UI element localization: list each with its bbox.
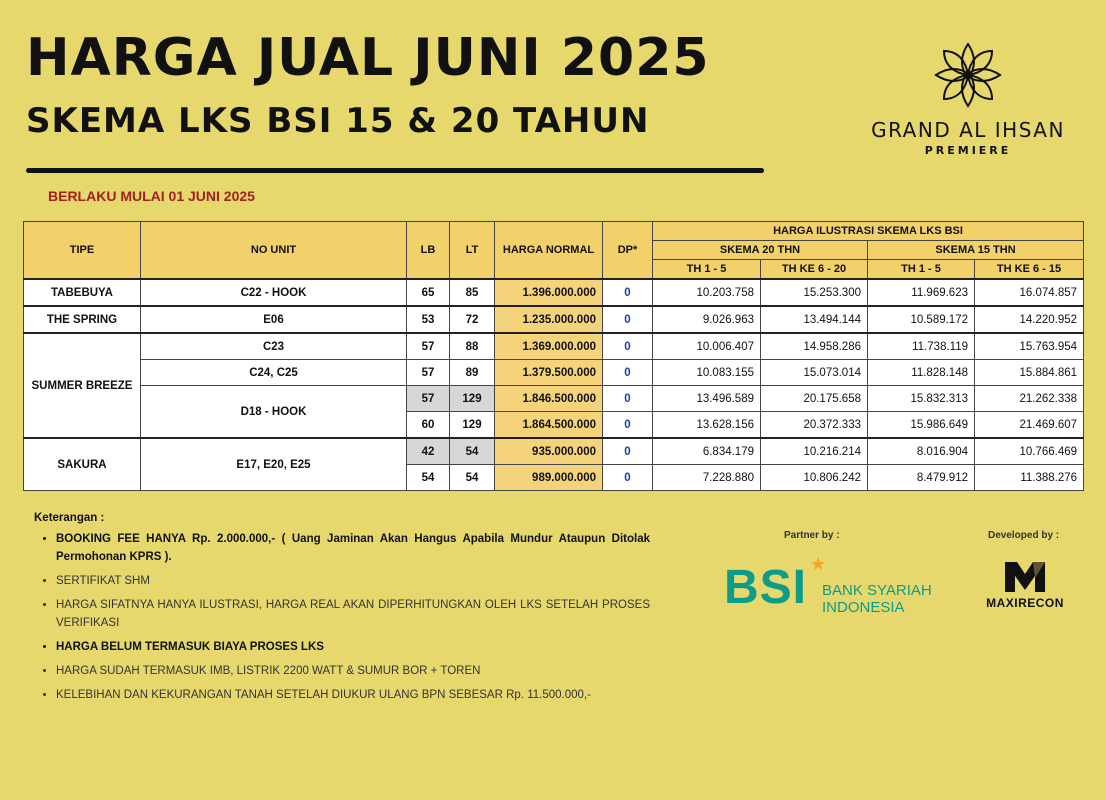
header-s20-th1-5: TH 1 - 5 — [653, 260, 761, 280]
cell-s15a: 10.589.172 — [868, 306, 975, 333]
note-item: • KELEBIHAN DAN KEKURANGAN TANAH SETELAH DIUKUR ULANG BPN SEBESAR Rp. 11.500.000,- — [56, 686, 650, 704]
header-lb: LB — [407, 222, 450, 280]
note-item: • BOOKING FEE HANYA Rp. 2.000.000,- ( Uang Jaminan Akan Hangus Apabila Mundur Ataupun Ditolak Permohonan KPRS ). — [56, 530, 650, 566]
cell-dp: 0 — [603, 333, 653, 360]
maxirecon-logo — [970, 560, 1080, 610]
cell-lt: 85 — [450, 279, 495, 306]
cell-lt: 88 — [450, 333, 495, 360]
cell-s15b: 15.763.954 — [975, 333, 1084, 360]
cell-harga: 1.396.000.000 — [495, 279, 603, 306]
cell-unit: C24, C25 — [141, 360, 407, 386]
cell-s20b: 10.806.242 — [761, 465, 868, 491]
header-tipe: TIPE — [24, 222, 141, 280]
cell-harga: 1.846.500.000 — [495, 386, 603, 412]
cell-lb: 65 — [407, 279, 450, 306]
cell-s15a: 15.832.313 — [868, 386, 975, 412]
table-row — [24, 333, 1084, 360]
cell-lt: 129 — [450, 386, 495, 412]
partner-label: Partner by : — [784, 530, 840, 541]
lotus-flower-icon — [930, 38, 1006, 112]
bsi-name-line2: INDONESIA — [822, 599, 905, 616]
cell-dp: 0 — [603, 360, 653, 386]
cell-s15b: 11.388.276 — [975, 465, 1084, 491]
cell-dp: 0 — [603, 306, 653, 333]
bsi-logo-text: BSI — [724, 561, 808, 614]
cell-unit: D18 - HOOK — [141, 386, 407, 439]
title-divider — [26, 168, 764, 173]
cell-s20b: 10.216.214 — [761, 438, 868, 465]
table-row — [24, 386, 1084, 412]
header-skema-15: SKEMA 15 THN — [868, 241, 1084, 260]
cell-lt: 54 — [450, 438, 495, 465]
table-row — [24, 306, 1084, 333]
brand-subname: PREMIERE — [924, 144, 1012, 157]
star-icon: ★ — [810, 554, 827, 575]
cell-s20a: 9.026.963 — [653, 306, 761, 333]
header-s15-th6-15: TH KE 6 - 15 — [975, 260, 1084, 280]
maxirecon-m-logo — [1003, 560, 1047, 594]
cell-s20b: 13.494.144 — [761, 306, 868, 333]
cell-harga: 1.235.000.000 — [495, 306, 603, 333]
cell-s20a: 7.228.880 — [653, 465, 761, 491]
bsi-name-line1: BANK SYARIAH — [822, 582, 932, 599]
cell-unit: E17, E20, E25 — [141, 438, 407, 491]
table-row — [24, 438, 1084, 465]
cell-s15b: 15.884.861 — [975, 360, 1084, 386]
cell-lt: 129 — [450, 412, 495, 439]
cell-s15b: 16.074.857 — [975, 279, 1084, 306]
cell-s15a: 8.479.912 — [868, 465, 975, 491]
brand-name: GRAND AL IHSAN — [871, 118, 1065, 142]
cell-s20a: 13.496.589 — [653, 386, 761, 412]
cell-s20b: 20.372.333 — [761, 412, 868, 439]
page-subtitle: SKEMA LKS BSI 15 & 20 TAHUN — [26, 101, 650, 141]
cell-s20a: 6.834.179 — [653, 438, 761, 465]
cell-harga: 1.369.000.000 — [495, 333, 603, 360]
note-item: • HARGA BELUM TERMASUK BIAYA PROSES LKS — [56, 638, 650, 656]
notes-list — [34, 530, 650, 704]
cell-s15a: 11.738.119 — [868, 333, 975, 360]
cell-s15b: 14.220.952 — [975, 306, 1084, 333]
cell-tipe: TABEBUYA — [24, 279, 141, 306]
cell-tipe: SAKURA — [24, 438, 141, 491]
cell-tipe: THE SPRING — [24, 306, 141, 333]
header-ilustrasi: HARGA ILUSTRASI SKEMA LKS BSI — [653, 222, 1084, 241]
table-row — [24, 360, 1084, 386]
cell-s20b: 15.073.014 — [761, 360, 868, 386]
note-item: • HARGA SUDAH TERMASUK IMB, LISTRIK 2200 WATT & SUMUR BOR + TOREN — [56, 662, 650, 680]
cell-s20b: 15.253.300 — [761, 279, 868, 306]
cell-s20b: 14.958.286 — [761, 333, 868, 360]
note-item: • HARGA SIFATNYA HANYA ILUSTRASI, HARGA REAL AKAN DIPERHITUNGKAN OLEH LKS SETELAH PROSES VERIFIKASI — [56, 596, 650, 632]
cell-lb: 57 — [407, 333, 450, 360]
price-table — [23, 221, 1084, 491]
cell-dp: 0 — [603, 386, 653, 412]
page-title: HARGA JUAL JUNI 2025 — [26, 28, 710, 88]
cell-lb: 42 — [407, 438, 450, 465]
header-harga-normal: HARGA NORMAL — [495, 222, 603, 280]
cell-dp: 0 — [603, 279, 653, 306]
header-lt: LT — [450, 222, 495, 280]
cell-s15b: 21.469.607 — [975, 412, 1084, 439]
cell-tipe: SUMMER BREEZE — [24, 333, 141, 438]
header-no-unit: NO UNIT — [141, 222, 407, 280]
effective-date: BERLAKU MULAI 01 JUNI 2025 — [48, 188, 255, 204]
cell-harga: 935.000.000 — [495, 438, 603, 465]
cell-lt: 54 — [450, 465, 495, 491]
cell-harga: 989.000.000 — [495, 465, 603, 491]
cell-s20b: 20.175.658 — [761, 386, 868, 412]
cell-s20a: 13.628.156 — [653, 412, 761, 439]
cell-s15b: 10.766.469 — [975, 438, 1084, 465]
notes-section — [34, 512, 650, 710]
cell-s15a: 15.986.649 — [868, 412, 975, 439]
cell-lb: 57 — [407, 386, 450, 412]
cell-lt: 72 — [450, 306, 495, 333]
cell-s15a: 8.016.904 — [868, 438, 975, 465]
cell-lb: 60 — [407, 412, 450, 439]
bsi-logo — [724, 556, 954, 620]
cell-s20a: 10.083.155 — [653, 360, 761, 386]
cell-s20a: 10.006.407 — [653, 333, 761, 360]
cell-lb: 57 — [407, 360, 450, 386]
header-s20-th6-20: TH KE 6 - 20 — [761, 260, 868, 280]
header-s15-th1-5: TH 1 - 5 — [868, 260, 975, 280]
developer-label: Developed by : — [988, 530, 1060, 541]
cell-s15a: 11.969.623 — [868, 279, 975, 306]
cell-dp: 0 — [603, 465, 653, 491]
brand-logo — [850, 38, 1086, 157]
note-item: • SERTIFIKAT SHM — [56, 572, 650, 590]
cell-harga: 1.864.500.000 — [495, 412, 603, 439]
cell-harga: 1.379.500.000 — [495, 360, 603, 386]
cell-s15a: 11.828.148 — [868, 360, 975, 386]
cell-unit: C22 - HOOK — [141, 279, 407, 306]
cell-s15b: 21.262.338 — [975, 386, 1084, 412]
cell-lb: 53 — [407, 306, 450, 333]
notes-title: Keterangan : — [34, 512, 105, 524]
cell-lt: 89 — [450, 360, 495, 386]
maxirecon-name: MAXIRECON — [986, 596, 1064, 610]
cell-unit: E06 — [141, 306, 407, 333]
table-row — [24, 279, 1084, 306]
header-dp: DP* — [603, 222, 653, 280]
cell-unit: C23 — [141, 333, 407, 360]
cell-lb: 54 — [407, 465, 450, 491]
cell-dp: 0 — [603, 412, 653, 439]
cell-s20a: 10.203.758 — [653, 279, 761, 306]
cell-dp: 0 — [603, 438, 653, 465]
header-skema-20: SKEMA 20 THN — [653, 241, 868, 260]
